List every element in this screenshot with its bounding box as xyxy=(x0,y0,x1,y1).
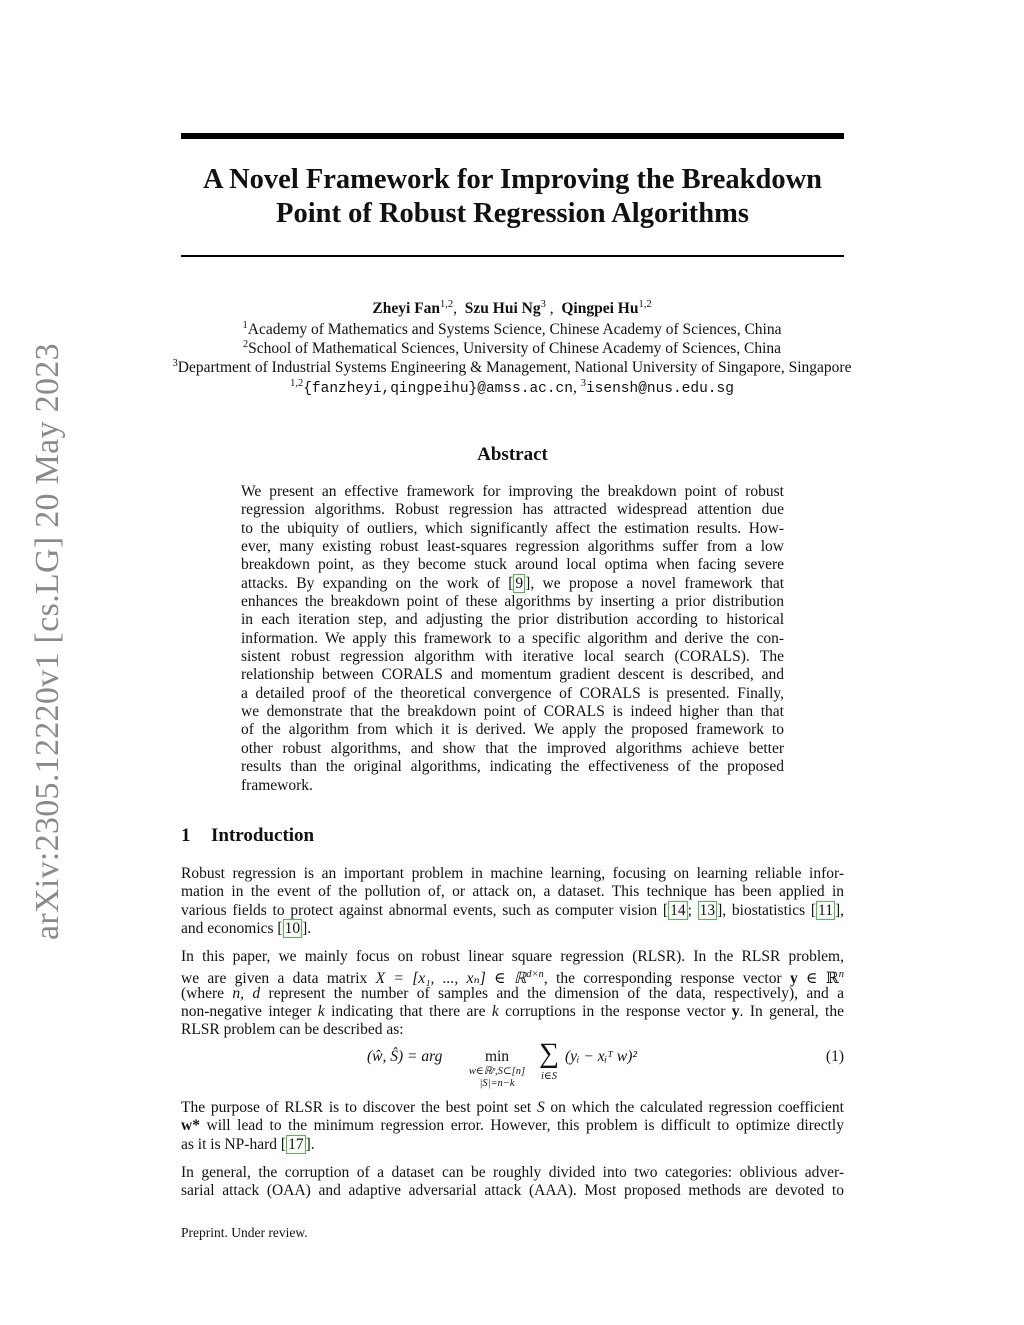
abstract-line: information. We apply this framework to a specific algorithm and derive the con- xyxy=(241,629,784,647)
text: ; xyxy=(687,901,698,919)
text-line: sarial attack (OAA) and adaptive adversarial attack (AAA). Most proposed methods are devoted to xyxy=(181,1182,844,1200)
text-line xyxy=(181,1117,844,1135)
email-sep: , xyxy=(572,379,581,396)
citation-link[interactable]: 13 xyxy=(699,901,716,919)
math-inline: X = [x₁, ..., xₙ] ∈ ℝ xyxy=(375,970,527,988)
intro-paragraph-2 xyxy=(181,948,844,1040)
abstract-line: sistent robust regression algorithm with iterative local search (CORALS). The xyxy=(241,648,784,666)
author-emails xyxy=(150,378,874,399)
affil-text: Department of Industrial Systems Engineering & Management, National University of Singapore, Singapore xyxy=(177,359,852,376)
abstract-line: enhances the breakdown point of these algorithms by inserting a prior distribution xyxy=(241,593,784,611)
text: . In general, the xyxy=(739,1003,844,1021)
text: represent the number of samples and the dimension of the data, respectively), and a xyxy=(260,984,845,1002)
author-name: Szu Hui Ng xyxy=(464,300,541,317)
math-inline: k xyxy=(317,1003,325,1021)
text: , xyxy=(840,901,844,919)
author-sup: 1,2 xyxy=(440,299,454,310)
email-sup: 1,2 xyxy=(290,378,304,389)
intro-paragraph-4 xyxy=(181,1164,844,1201)
text-line: In general, the corruption of a dataset can be roughly divided into two categories: oblivious adver- xyxy=(181,1164,844,1181)
text: on which the calculated regression coefficient xyxy=(544,1099,844,1116)
arxiv-stamp: arXiv:2305.12220v1 [cs.LG] 20 May 2023 xyxy=(29,343,66,940)
equation-sum-symbol: ∑ xyxy=(539,1038,559,1069)
text: will lead to the minimum regression error. However, this problem is difficult to optimize directly xyxy=(199,1117,844,1135)
math-inline: y xyxy=(731,1003,740,1021)
affiliation-3 xyxy=(150,358,874,377)
math-inline: S xyxy=(536,1099,545,1116)
citation-link[interactable]: 14 xyxy=(670,901,686,919)
citation-link[interactable]: 10 xyxy=(284,920,301,938)
text-line xyxy=(181,985,844,1003)
text-line: Robust regression is an important problem in machine learning, focusing on learning reliable infor- xyxy=(181,865,844,882)
text: we are given a data matrix xyxy=(181,970,376,988)
affil-text: Academy of Mathematics and Systems Science, Chinese Academy of Sciences, China xyxy=(247,321,782,338)
math-sup: d×n xyxy=(526,969,544,981)
email-sup: 3 xyxy=(580,378,586,389)
abstract-heading: Abstract xyxy=(477,444,548,465)
affil-sup: 1 xyxy=(242,320,248,331)
email-link[interactable]: isensh@nus.edu.sg xyxy=(585,381,734,397)
author-name: Zheyi Fan xyxy=(372,300,441,317)
equation-lhs: (ŵ, Ŝ) = arg xyxy=(367,1048,443,1065)
abstract-line: a detailed proof of the theoretical convergence of CORALS is presented. Finally, xyxy=(241,684,784,702)
email-link[interactable]: {fanzheyi,qingpeihu}@amss.ac.cn xyxy=(303,381,573,397)
equation-min-sub: |S|=n−k xyxy=(479,1078,515,1089)
affiliation-2 xyxy=(150,339,874,358)
math-inline: y xyxy=(789,970,798,988)
text: as it is NP-hard xyxy=(181,1135,281,1153)
math-inline: k xyxy=(491,1003,499,1021)
text-line xyxy=(181,1003,844,1021)
abstract-text: , we propose a novel framework that xyxy=(530,574,785,592)
text: ∈ ℝ xyxy=(797,970,839,988)
math-sup: n xyxy=(838,969,845,981)
abstract-line: ever, many existing robust least-squares regression algorithms suffer from a low xyxy=(241,538,784,556)
abstract-body xyxy=(241,483,784,795)
paper-title xyxy=(181,163,844,231)
author-sup: 3 xyxy=(540,299,546,310)
text: . xyxy=(307,920,312,938)
abstract-line: in each iteration step, and adjusting the prior distribution according to historical xyxy=(241,611,784,629)
abstract-line: attacks. By expanding on the work of [ 9 ], we propose a novel framework that xyxy=(241,574,785,592)
abstract-line: we demonstrate that the breakdown point of CORALS is indeed higher than that xyxy=(241,703,784,721)
intro-paragraph-1 xyxy=(181,865,844,938)
text: and economics xyxy=(181,920,278,938)
affiliation-1 xyxy=(150,320,874,339)
equation-1 xyxy=(181,1038,844,1094)
abstract-line: results than the original algorithms, indicating the effectiveness of the proposed xyxy=(241,758,784,776)
abstract-line: breakdown point, as they become stuck around local optima when facing severe xyxy=(241,556,784,574)
math-inline: w* xyxy=(181,1117,200,1135)
text-line xyxy=(181,1099,844,1117)
citation-link[interactable]: 11 xyxy=(818,901,833,919)
text: , the corresponding response vector xyxy=(543,970,790,988)
citation-link[interactable]: 9 xyxy=(515,574,524,592)
text: (where xyxy=(181,984,233,1002)
text: , biostatistics xyxy=(722,901,811,919)
intro-paragraph-3 xyxy=(181,1099,844,1154)
text-line: In this paper, we mainly focus on robust linear square regression (RLSR). In the RLSR problem, xyxy=(181,948,844,965)
text: various fields to protect against abnormal events, such as computer vision xyxy=(181,901,663,919)
equation-min-op: min xyxy=(484,1048,510,1065)
page-footer: Preprint. Under review. xyxy=(181,1225,308,1240)
section-number: 1 xyxy=(181,825,191,846)
title-rule-top xyxy=(181,133,844,139)
text-line: RLSR problem can be described as: xyxy=(181,1021,404,1039)
equation-min xyxy=(449,1048,545,1090)
affil-text: School of Mathematical Sciences, University of Chinese Academy of Sciences, China xyxy=(248,340,782,357)
abstract-line: relationship between CORALS and momentum gradient descent is described, and xyxy=(241,666,784,684)
text: . xyxy=(310,1135,315,1153)
section-heading-introduction xyxy=(181,825,314,847)
author-name: Qingpei Hu xyxy=(561,300,639,317)
equation-sum-sub: i∈S xyxy=(541,1071,557,1082)
affil-sup: 3 xyxy=(172,358,178,369)
abstract-line: regression algorithms. Robust regression has attracted widespread attention due xyxy=(241,501,784,519)
text: non-negative integer xyxy=(181,1003,318,1021)
abstract-line: framework. xyxy=(241,776,313,794)
abstract-line: to the ubiquity of outliers, which significantly affect the estimation results. How- xyxy=(241,519,784,537)
equation-rhs: (yᵢ − xᵢᵀ w)² xyxy=(565,1048,638,1065)
title-rule-bottom xyxy=(181,255,844,257)
author-list: Zheyi Fan$^{1,2}$, Szu Hui Ng$^3$ , Qingpei Hu$^{1,2}$ xyxy=(372,299,652,317)
text-line xyxy=(181,966,845,988)
abstract-line: other robust algorithms, and show that the improved algorithms achieve better xyxy=(241,739,784,757)
equation-min-sub: w∈ℝᵖ,S⊂[n] xyxy=(468,1066,526,1077)
author-sup: 1,2 xyxy=(638,299,652,310)
section-title: Introduction xyxy=(211,825,315,846)
text: corruptions in the response vector xyxy=(498,1003,732,1021)
text: The purpose of RLSR is to discover the best point set xyxy=(181,1099,537,1116)
text-line: as it is NP-hard [ 17 ]. xyxy=(181,1135,315,1153)
abstract-line: We present an effective framework for improving the breakdown point of robust xyxy=(241,483,784,500)
abstract-text: attacks. By expanding on the work of xyxy=(241,574,509,592)
citation-link[interactable]: 17 xyxy=(288,1135,304,1153)
text-line: mation in the event of the pollution of, or attack on, a dataset. This technique has been applied in xyxy=(181,883,844,901)
title-line-1: A Novel Framework for Improving the Breakdown xyxy=(202,164,823,195)
text-line: and economics [ 10 ]. xyxy=(181,920,312,938)
equation-number: (1) xyxy=(825,1048,844,1065)
title-line-2: Point of Robust Regression Algorithms xyxy=(276,198,749,229)
math-inline: n, d xyxy=(232,984,261,1002)
affil-sup: 2 xyxy=(242,339,249,350)
text-line: various fields to protect against abnormal events, such as computer vision [ 14 ; 13 ], biostatistics [ 11 ], xyxy=(181,901,844,919)
abstract-line: of the algorithm from which it is derived. We apply the proposed framework to xyxy=(241,721,784,739)
text: indicating that there are xyxy=(324,1003,492,1021)
